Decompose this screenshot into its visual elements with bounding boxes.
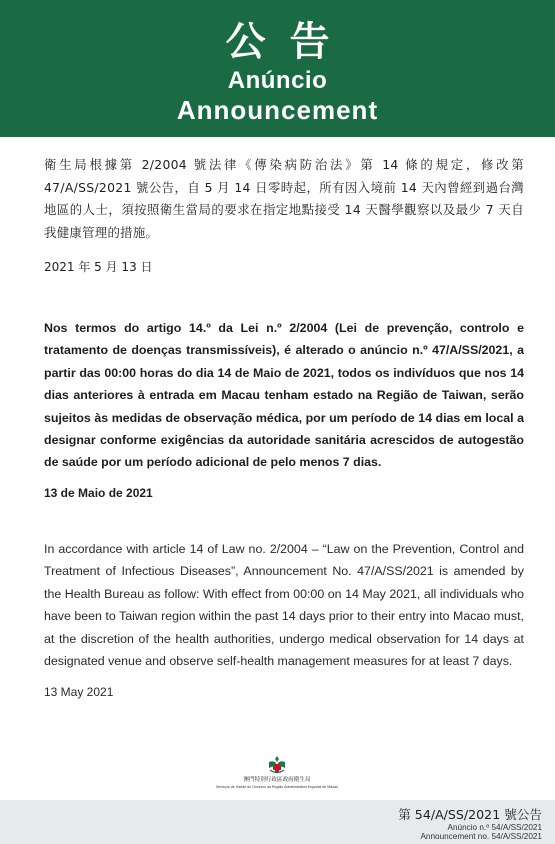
date-pt: 13 de Maio de 2021 — [44, 486, 153, 500]
title-pt: Anúncio — [227, 67, 328, 94]
reference-en: Announcement no. 54/A/SS/2021 — [420, 832, 542, 841]
title-en: Announcement — [176, 95, 379, 125]
date-zh: 2021 年 5 月 13 日 — [44, 260, 153, 274]
health-bureau-emblem-icon — [266, 755, 288, 775]
health-bureau-logo — [215, 755, 339, 795]
announcement-text-en: In accordance with article 14 of Law no. 2/2004 – “Law on the Prevention, Control and Treatment of Infectious Diseases”, Announcement No. 47/A/SS/2021 is amended by the Health Bureau as follow: With effect from 00:00 on 14 May 2021, all individuals who have been to Taiwan region within the past 14 days prior to their entry into Macao must, at the discretion of the health authorities, undergo medical observation for 14 days at designated venue and observe self-health management measures for at least 7 days. — [44, 542, 524, 669]
date-en: 13 May 2021 — [44, 685, 114, 699]
announcement-text-pt: Nos termos do artigo 14.º da Lei n.º 2/2004 (Lei de prevenção, controlo e tratamento de doenças transmissíveis), é alterado o anúncio n.º 47/A/SS/2021, a partir das 00:00 horas do dia 14 de Maio de 2021, todos os indivíduos que nos 14 dias anteriores à entrada em Macau tenham estado na Região de Taiwan, serão sujeitos às medidas de observação médica, por um período de 14 dias em local a designar conforme exigências da autoridade sanitária acrescidos de autogestão de saúde por um período adicional de pelo menos 7 dias. — [44, 321, 524, 470]
announcement-text-zh: 衛生局根據第 2/2004 號法律《傳染病防治法》第 14 條的規定，修改第 47/A/SS/2021 號公告，自 5 月 14 日零時起，所有因入境前 14 天內曾經到過台灣地區的人士，須按照衛生當局的要求在指定地點接受 14 天醫學觀察以及最少 7 天自我健康管理的措施。 — [44, 157, 524, 240]
logo-name-pt: Serviços de Saúde do Governo da Região Administrativa Especial de Macau — [215, 785, 339, 789]
header-banner — [0, 0, 555, 137]
footer-reference — [0, 800, 555, 844]
logo-name-zh: 澳門特別行政區政府衛生局 — [243, 777, 311, 783]
title-zh: 公告 — [225, 19, 354, 65]
reference-pt: Anúncio n.º 54/A/SS/2021 — [447, 823, 542, 832]
reference-zh: 第 54/A/SS/2021 號公告 — [398, 807, 542, 822]
